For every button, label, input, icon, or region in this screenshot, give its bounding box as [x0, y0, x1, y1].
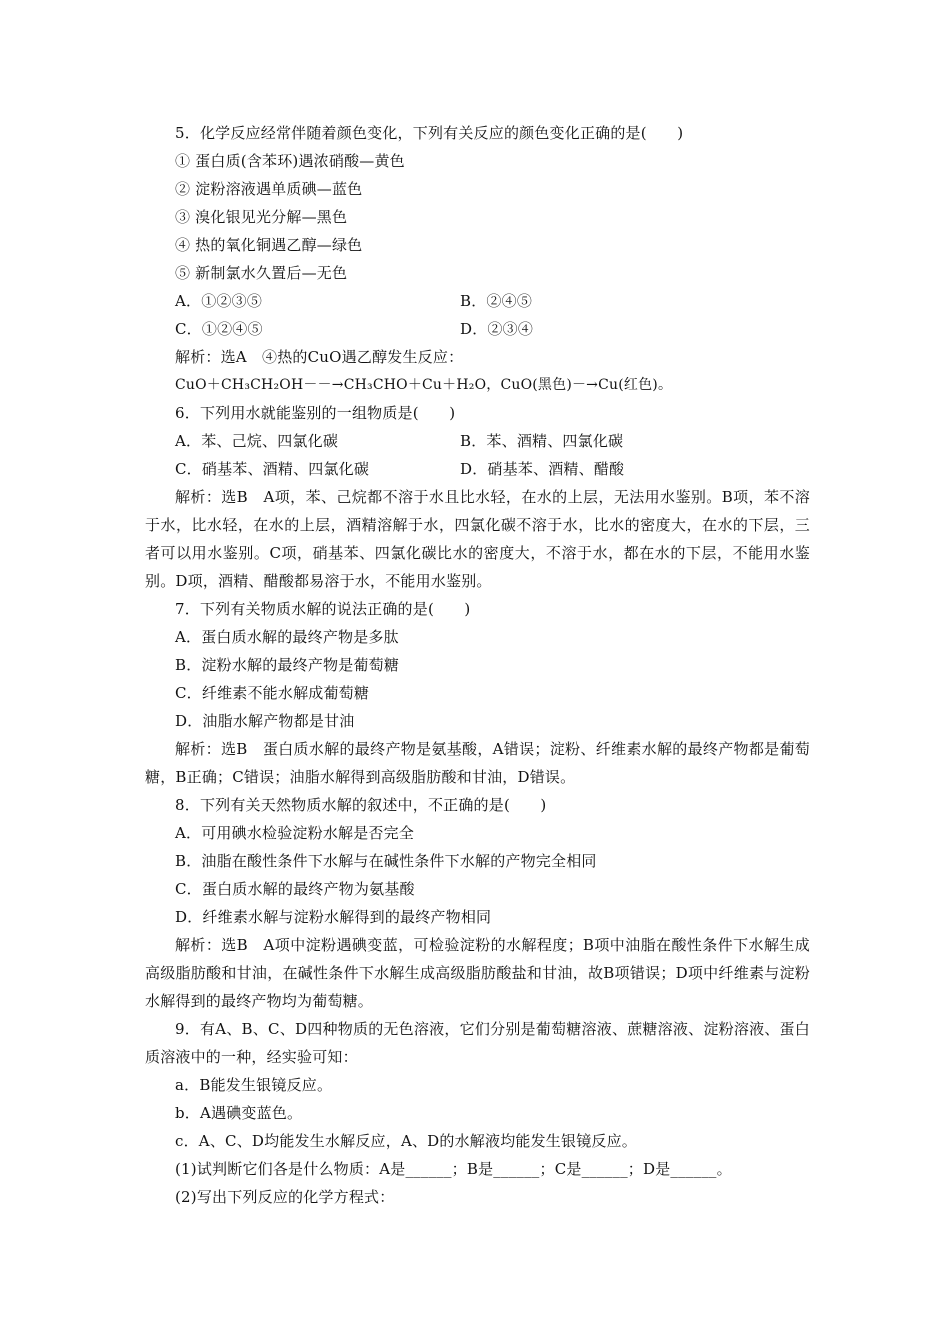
question-9-fact-c: c．A、C、D均能发生水解反应，A、D的水解液均能发生银镜反应。: [175, 1132, 637, 1150]
question-7-option-d: D．油脂水解产物都是甘油: [175, 712, 355, 730]
question-5-analysis: 解析：选A ④热的CuO遇乙醇发生反应：: [175, 348, 464, 366]
question-5-options-row-2: [145, 315, 810, 343]
question-6-option-a: A．苯、己烷、四氯化碳: [175, 432, 339, 450]
question-8-option-a: A．可用碘水检验淀粉水解是否完全: [175, 824, 415, 842]
question-8-option-d: D．纤维素水解与淀粉水解得到的最终产物相同: [175, 908, 492, 926]
question-5-item-3: ③ 溴化银见光分解—黑色: [175, 208, 348, 226]
question-6-options-row-1: [145, 427, 810, 455]
question-5-option-c: C．①②④⑤: [175, 320, 263, 338]
question-5-equation: CuO＋CH₃CH₂OH－－→CH₃CHO＋Cu＋H₂O，CuO(黑色)－→Cu(红色)。: [175, 377, 673, 393]
question-9-fact-a: a．B能发生银镜反应。: [175, 1076, 333, 1094]
question-5-item-5: ⑤ 新制氯水久置后—无色: [175, 264, 348, 282]
document-body: [145, 119, 810, 1211]
question-6-stem: 6．下列用水就能鉴别的一组物质是( ): [175, 404, 456, 422]
question-6-analysis: 解析：选B A项，苯、己烷都不溶于水且比水轻，在水的上层，无法用水鉴别。B项，苯不溶于水，比水轻，在水的上层，酒精溶解于水，四氯化碳不溶于水，比水的密度大，在水的下层，三者可以用水鉴别。C项，硝基苯、四氯化碳比水的密度大，不溶于水，都在水的下层，不能用水鉴别。D项，酒精、醋酸都易溶于水，不能用水鉴别。: [145, 488, 810, 590]
question-5-item-1: ① 蛋白质(含苯环)遇浓硝酸—黄色: [175, 152, 405, 170]
question-8-option-c: C．蛋白质水解的最终产物为氨基酸: [175, 880, 415, 898]
question-9-sub-question-2: (2)写出下列反应的化学方程式：: [175, 1188, 395, 1206]
question-6-option-b: B．苯、酒精、四氯化碳: [460, 432, 624, 450]
question-8-stem: 8．下列有关天然物质水解的叙述中，不正确的是( ): [175, 796, 547, 814]
question-9-stem: 9．有A、B、C、D四种物质的无色溶液，它们分别是葡萄糖溶液、蔗糖溶液、淀粉溶液、蛋白质溶液中的一种，经实验可知：: [145, 1020, 810, 1066]
question-7-option-b: B．淀粉水解的最终产物是葡萄糖: [175, 656, 400, 674]
question-8-analysis: 解析：选B A项中淀粉遇碘变蓝，可检验淀粉的水解程度；B项中油脂在酸性条件下水解生成高级脂肪酸和甘油，在碱性条件下水解生成高级脂肪酸盐和甘油，故B项错误；D项中纤维素与淀粉水解得到的最终产物均为葡萄糖。: [145, 936, 810, 1010]
question-5-item-4: ④ 热的氧化铜遇乙醇—绿色: [175, 236, 363, 254]
question-6-option-c: C．硝基苯、酒精、四氯化碳: [175, 460, 370, 478]
question-5-options-row-1: [145, 287, 810, 315]
question-5-stem: 5．化学反应经常伴随着颜色变化，下列有关反应的颜色变化正确的是( ): [175, 124, 684, 142]
question-7-option-c: C．纤维素不能水解成葡萄糖: [175, 684, 370, 702]
question-5-item-2: ② 淀粉溶液遇单质碘—蓝色: [175, 180, 363, 198]
question-7-option-a: A．蛋白质水解的最终产物是多肽: [175, 628, 399, 646]
question-8-option-b: B．油脂在酸性条件下水解与在碱性条件下水解的产物完全相同: [175, 852, 597, 870]
question-5-option-b: B．②④⑤: [460, 292, 533, 310]
question-5-option-d: D．②③④: [460, 320, 534, 338]
question-6-options-row-2: [145, 455, 810, 483]
question-7-analysis: 解析：选B 蛋白质水解的最终产物是氨基酸，A错误；淀粉、纤维素水解的最终产物都是葡萄糖，B正确；C错误；油脂水解得到高级脂肪酸和甘油，D错误。: [145, 740, 810, 786]
question-9-sub-question-1: (1)试判断它们各是什么物质：A是______；B是______；C是______；D是______。: [175, 1160, 732, 1178]
question-9-fact-b: b．A遇碘变蓝色。: [175, 1104, 303, 1122]
question-7-stem: 7．下列有关物质水解的说法正确的是( ): [175, 600, 471, 618]
question-5-option-a: A．①②③⑤: [175, 292, 263, 310]
question-6-option-d: D．硝基苯、酒精、醋酸: [460, 460, 625, 478]
